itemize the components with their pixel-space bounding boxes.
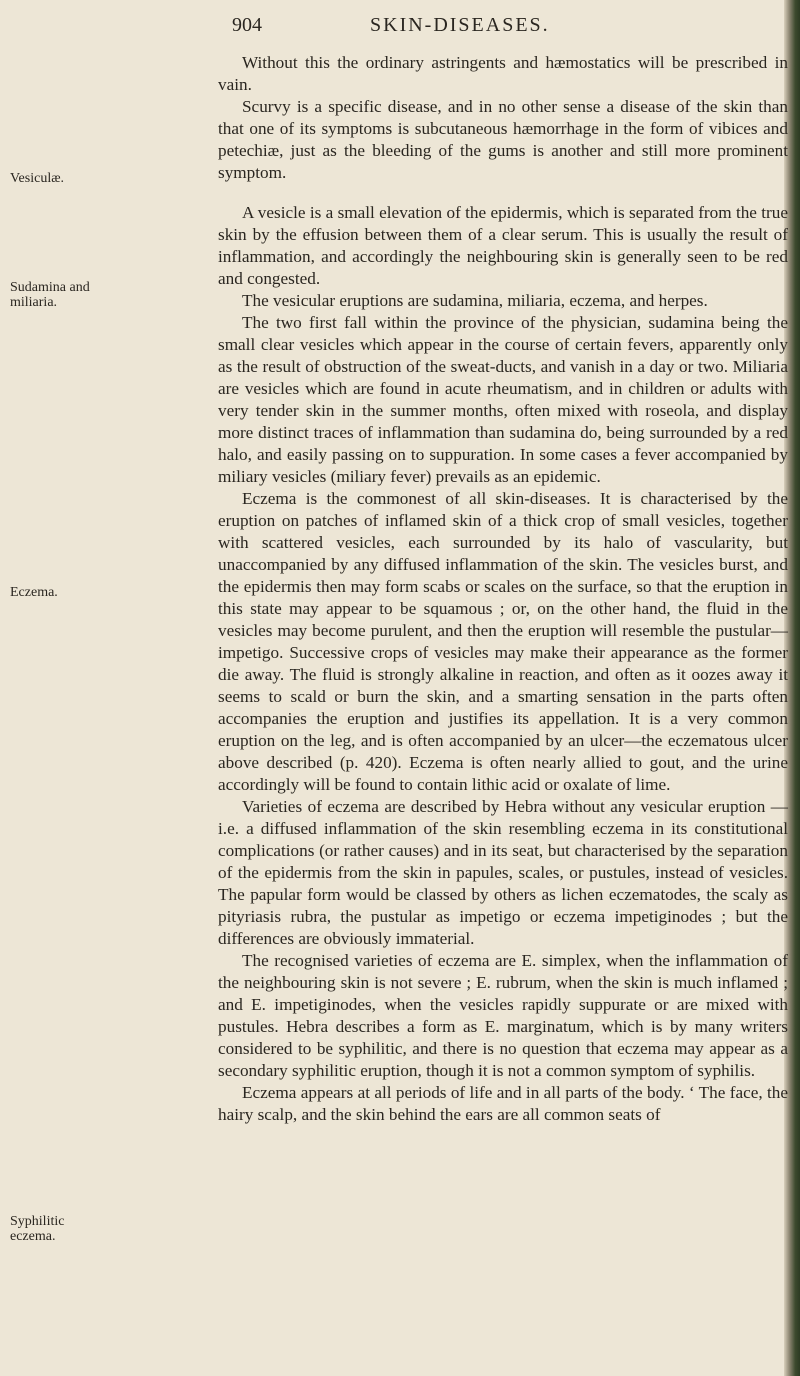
paragraph: Eczema appears at all periods of life and in all parts of the body. ‘ The face, the hairy scalp, and the skin behind the ears are all common seats of [218, 1083, 788, 1124]
running-head: SKIN-DISEASES. [370, 14, 550, 36]
paragraph: Without this the ordinary astringents and hæmostatics will be prescribed in vain. [218, 53, 788, 94]
page-header [232, 14, 612, 44]
paragraph: The two first fall within the province of the physician, sudamina being the small clear vesicles which appear in the course of certain fevers, apparently only as the result of obstruction of the sweat-ducts, and vanish in a day or two. Miliaria are vesicles which are found in acute rheumatism, and in children or adults with very tender skin in the summer months, often mixed with roseola, and display more distinct traces of inflammation than sudamina do, being surrounded by a red halo, and easily passing on to suppuration. In some cases a fever accompanied by miliary vesicles (miliary fever) prevails as an epidemic. [218, 313, 788, 486]
margin-note-syphilitic-eczema: Syphilitic eczema. [10, 1214, 65, 1244]
margin-note-vesiculae: Vesiculæ. [10, 171, 65, 186]
body-text [218, 52, 788, 1126]
paragraph: Scurvy is a specific disease, and in no other sense a disease of the skin than that one of its symptoms is subcutaneous hæmorrhage in the form of vibices and petechiæ, just as the bleeding of the gums is another and still more prominent symptom. [218, 97, 788, 182]
page-number: 904 [232, 14, 262, 36]
paragraph: Eczema is the commonest of all skin-diseases. It is characterised by the eruption on patches of inflamed skin of a thick crop of small vesicles, together with scattered vesicles, each surrounded by its halo of vascularity, but unaccompanied by any diffused inflammation of the skin. The vesicles burst, and the epidermis then may form scabs or scales on the surface, so that the eruption in this state may appear to be squamous ; or, on the other hand, the fluid in the vesicles may become purulent, and then the eruption will resemble the pustular—impetigo. Successive crops of vesicles may make their appearance as the former die away. The fluid is strongly alkaline in reaction, and often as it oozes away it seems to scald or burn the skin, and a smarting sensation in the parts often accompanies the eruption and justifies its appellation. It is a very common eruption on the leg, and is often accompanied by an ulcer—the eczematous ulcer above described (p. 420). Eczema is often nearly allied to gout, and the urine accordingly will be found to contain lithic acid or oxalate of lime. [218, 489, 788, 794]
paragraph: The vesicular eruptions are sudamina, miliaria, eczema, and herpes. [242, 291, 708, 310]
paragraph: Varieties of eczema are described by Hebra without any vesicular eruption —i.e. a diffused inflammation of the skin resembling eczema in its constitutional complications (or rather causes) and in its seat, but characterised by the separation of the epidermis from the skin in papules, scales, or pustules, instead of vesicles. The papular form would be classed by others as lichen eczematodes, the scaly as pityriasis rubra, the pustular as impetigo or eczema impetiginodes ; but the differences are obviously immaterial. [218, 797, 788, 948]
paragraph: A vesicle is a small elevation of the epidermis, which is separated from the true skin by the effusion between them of a clear serum. This is usually the result of inflammation, and accordingly the neighbouring skin is generally seen to be red and congested. [218, 203, 788, 288]
margin-note-sudamina: Sudamina and miliaria. [10, 280, 90, 310]
paragraph: The recognised varieties of eczema are E. simplex, when the inflammation of the neighbouring skin is not severe ; E. rubrum, when the skin is much inflamed ; and E. impetiginodes, when the vesicles rapidly suppurate or are mixed with pustules. Hebra describes a form as E. marginatum, which is by many writers considered to be syphilitic, and there is no question that eczema may appear as a secondary syphilitic eruption, though it is not a common symptom of syphilis. [218, 951, 788, 1080]
margin-note-eczema: Eczema. [10, 585, 58, 600]
